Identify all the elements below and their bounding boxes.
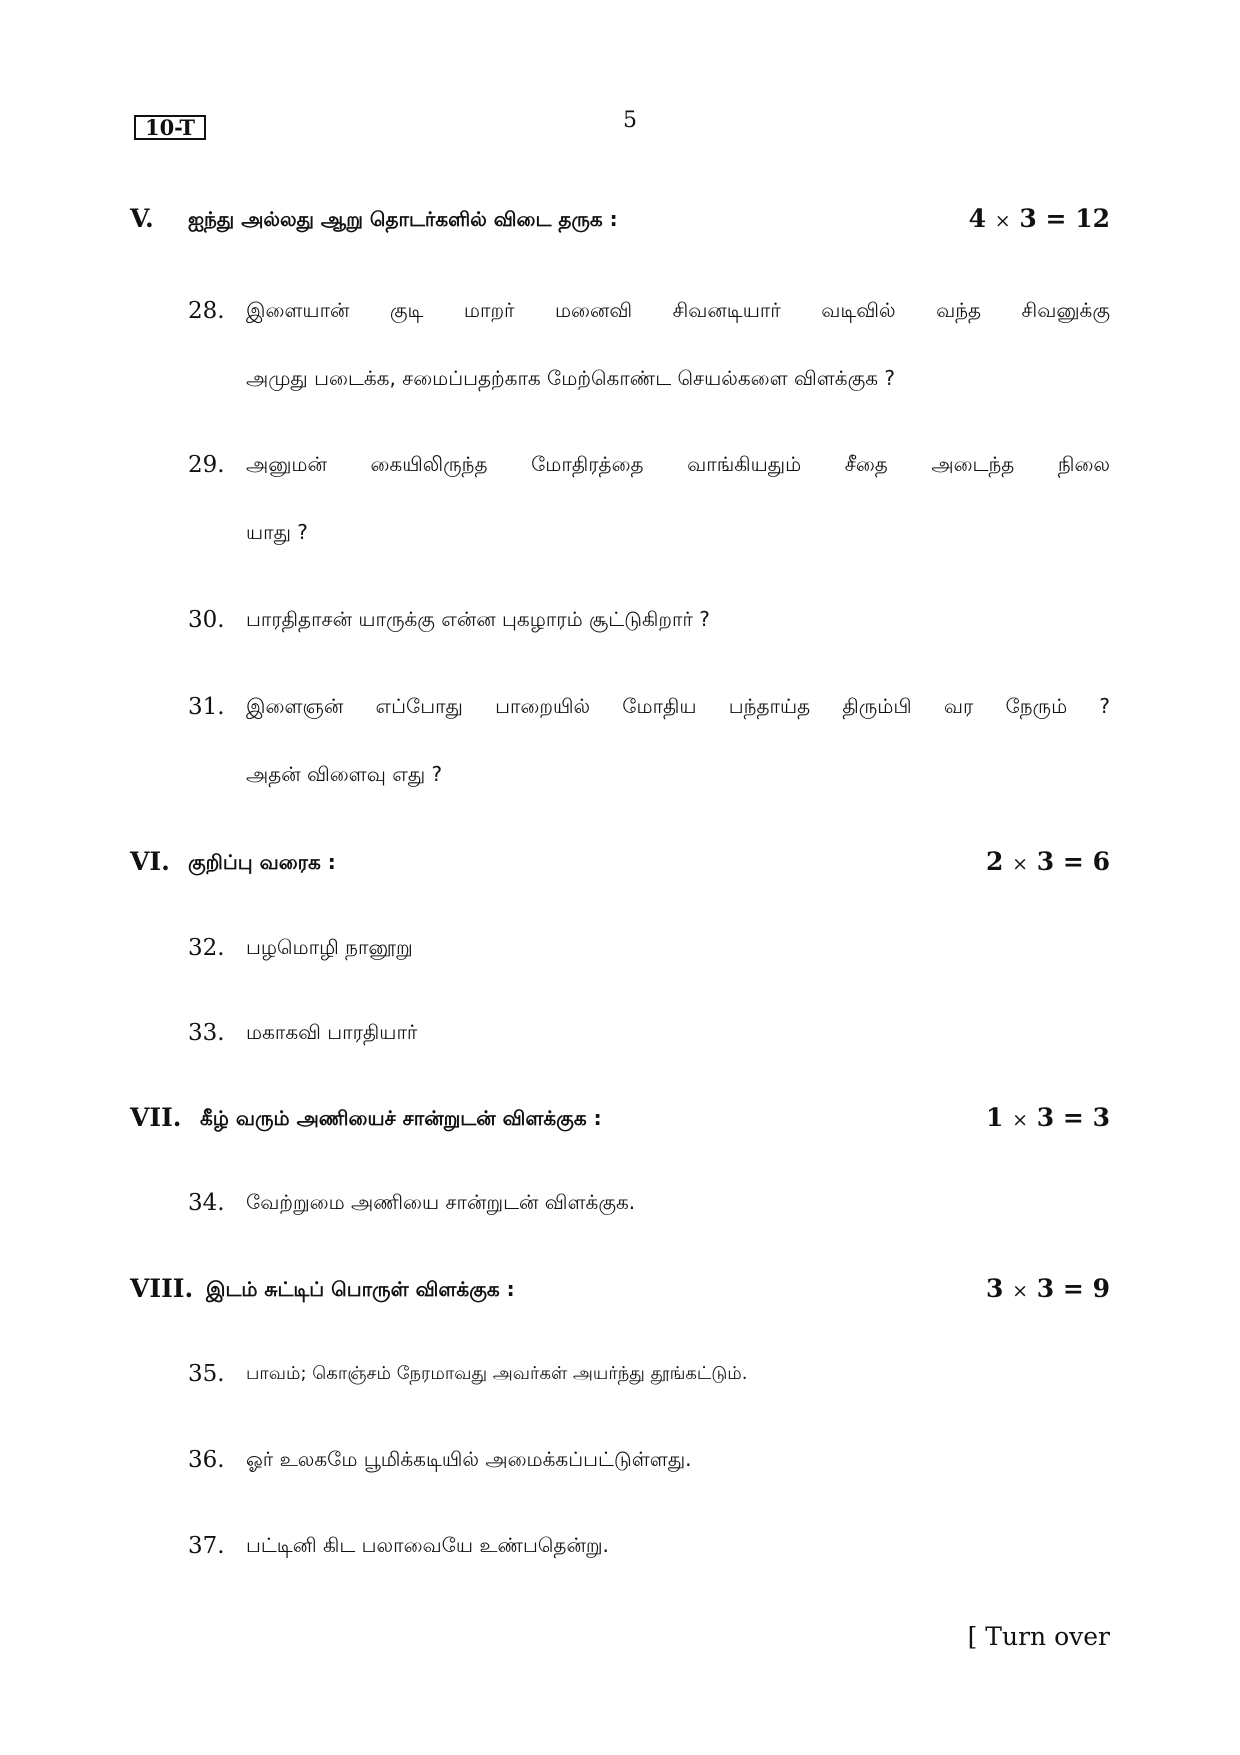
section-title: இடம் சுட்டிப் பொருள் விளக்குக : — [206, 1277, 515, 1301]
question-number: 37. — [188, 1533, 225, 1559]
section-v-header — [130, 204, 1120, 244]
question-text: யாது ? — [246, 520, 308, 544]
question-number: 29. — [188, 452, 225, 478]
section-roman: V. — [130, 204, 154, 233]
question-text: அமுது படைக்க, சமைப்பதற்காக மேற்கொண்ட செயல்களை விளக்குக ? — [246, 366, 896, 390]
section-marks: 2 × 3 = 6 — [986, 847, 1110, 876]
question-number: 36. — [188, 1447, 225, 1473]
question-number: 28. — [188, 298, 225, 324]
section-title: ஐந்து அல்லது ஆறு தொடர்களில் விடை தருக : — [188, 207, 618, 231]
section-marks: 1 × 3 = 3 — [986, 1103, 1110, 1132]
section-title: குறிப்பு வரைக : — [188, 850, 336, 874]
question-text: அனுமன் கையிலிருந்த மோதிரத்தை வாங்கியதும் சீதை அடைந்த நிலை — [246, 452, 1110, 476]
section-marks: 4 × 3 = 12 — [968, 204, 1110, 233]
question-number: 30. — [188, 607, 225, 633]
question-number: 32. — [188, 935, 225, 961]
question-text: ஓர் உலகமே பூமிக்கடியில் அமைக்கப்பட்டுள்ளது. — [246, 1447, 692, 1471]
question-number: 33. — [188, 1020, 225, 1046]
question-text: பழமொழி நானூறு — [246, 935, 413, 959]
question-text: பட்டினி கிட பலாவையே உண்பதென்று. — [246, 1533, 609, 1557]
section-vi-header — [130, 847, 1120, 887]
question-text: அதன் விளைவு எது ? — [246, 762, 443, 786]
question-text: பாவம்; கொஞ்சம் நேரமாவது அவர்கள் அயர்ந்து தூங்கட்டும். — [246, 1363, 748, 1384]
turn-over-note: [ Turn over — [967, 1622, 1110, 1651]
section-vii-header — [130, 1103, 1120, 1143]
section-marks: 3 × 3 = 9 — [986, 1274, 1110, 1303]
question-number: 31. — [188, 694, 225, 720]
section-roman: VIII. — [130, 1274, 194, 1303]
question-text: வேற்றுமை அணியை சான்றுடன் விளக்குக. — [246, 1190, 636, 1214]
section-roman: VI. — [130, 847, 170, 876]
section-title: கீழ் வரும் அணியைச் சான்றுடன் விளக்குக : — [200, 1106, 602, 1130]
question-text: இளையான் குடி மாறர் மனைவி சிவனடியார் வடிவில் வந்த சிவனுக்கு — [246, 298, 1110, 322]
page-number: 5 — [623, 108, 637, 133]
question-text: இளைஞன் எப்போது பாறையில் மோதிய பந்தாய்த திரும்பி வர நேரும் ? — [246, 694, 1110, 718]
question-text: பாரதிதாசன் யாருக்கு என்ன புகழாரம் சூட்டுகிறார் ? — [246, 607, 710, 631]
question-number: 35. — [188, 1361, 225, 1387]
question-text: மகாகவி பாரதியார் — [246, 1020, 418, 1044]
paper-code: 10-T — [134, 115, 206, 140]
section-roman: VII. — [130, 1103, 182, 1132]
section-viii-header — [130, 1274, 1120, 1314]
question-number: 34. — [188, 1190, 225, 1216]
